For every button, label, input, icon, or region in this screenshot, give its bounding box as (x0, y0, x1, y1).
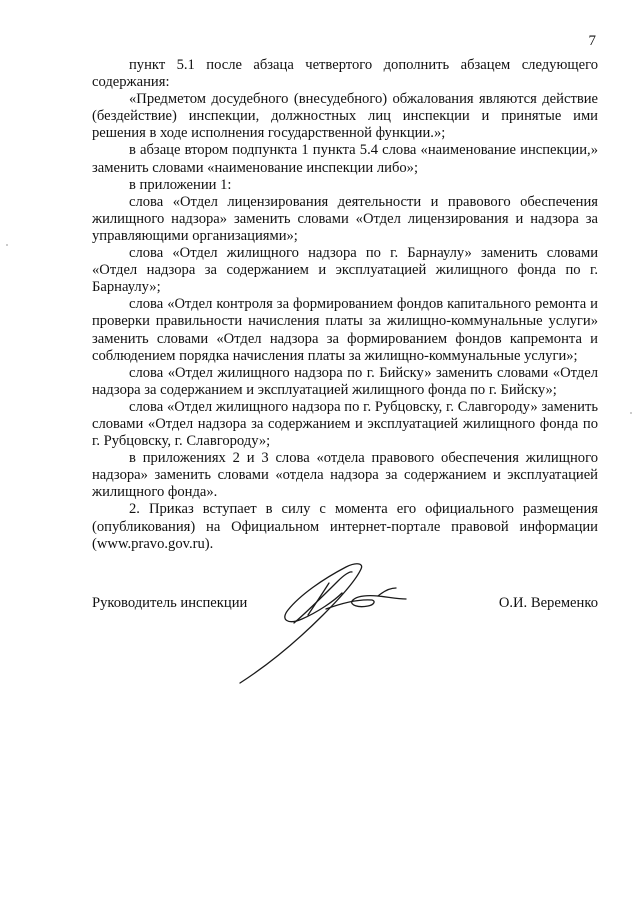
document-body (92, 57, 598, 553)
paragraph-1: пункт 5.1 после абзаца четвертого дополнить абзацем следующего содержания: (92, 57, 598, 91)
paragraph-10: в приложениях 2 и 3 слова «отдела правового обеспечения жилищного надзора» заменить словами «отдела надзора за содержанием и эксплуатацией жилищного фонда». (92, 450, 598, 501)
paragraph-11: 2. Приказ вступает в силу с момента его официального размещения (опубликования) на Официальном интернет-портале правовой информации (www.pravo.gov.ru). (92, 501, 598, 552)
paragraph-8: слова «Отдел жилищного надзора по г. Бийску» заменить словами «Отдел надзора за содержанием и эксплуатацией жилищного фонда по г. Бийску»; (92, 364, 598, 398)
paragraph-4: в приложении 1: (129, 176, 232, 193)
page-number: 7 (588, 33, 596, 49)
paragraph-9: слова «Отдел жилищного надзора по г. Рубцовску, г. Славгороду» заменить словами «Отдел надзора за содержанием и эксплуатацией жилищного фонда по г. Рубцовску, г. Славгороду»; (92, 398, 598, 450)
scan-speck (630, 412, 632, 414)
paragraph-2: «Предметом досудебного (внесудебного) обжалования являются действие (бездействие) инспекции, должностных лиц инспекции и принятые ими решения в ходе исполнения государственной функции.»; (92, 91, 598, 142)
scan-speck (6, 244, 8, 246)
paragraph-5: слова «Отдел лицензирования деятельности и правового обеспечения жилищного надзора» заменить словами «Отдел лицензирования и надзора за управляющими организациями»; (92, 193, 598, 244)
paragraph-7: слова «Отдел контроля за формированием фондов капитального ремонта и проверки правильности начисления платы за жилищно-коммунальные услуги» заменить словами «Отдел надзора за формированием фондов капремонта и соблюдением порядка начисления платы за жилищно-коммунальные услуги»; (92, 296, 598, 364)
signatory-position: Руководитель инспекции (92, 595, 248, 611)
paragraph-6: слова «Отдел жилищного надзора по г. Барнаулу» заменить словами «Отдел надзора за содержанием и эксплуатацией жилищного фонда по г. Барнаулу»; (92, 245, 598, 296)
handwritten-signature (228, 555, 428, 690)
signatory-name: О.И. Веременко (498, 595, 598, 611)
paragraph-3: в абзаце втором подпункта 1 пункта 5.4 слова «наименование инспекции,» заменить словами «наименование инспекции либо»; (92, 142, 598, 176)
